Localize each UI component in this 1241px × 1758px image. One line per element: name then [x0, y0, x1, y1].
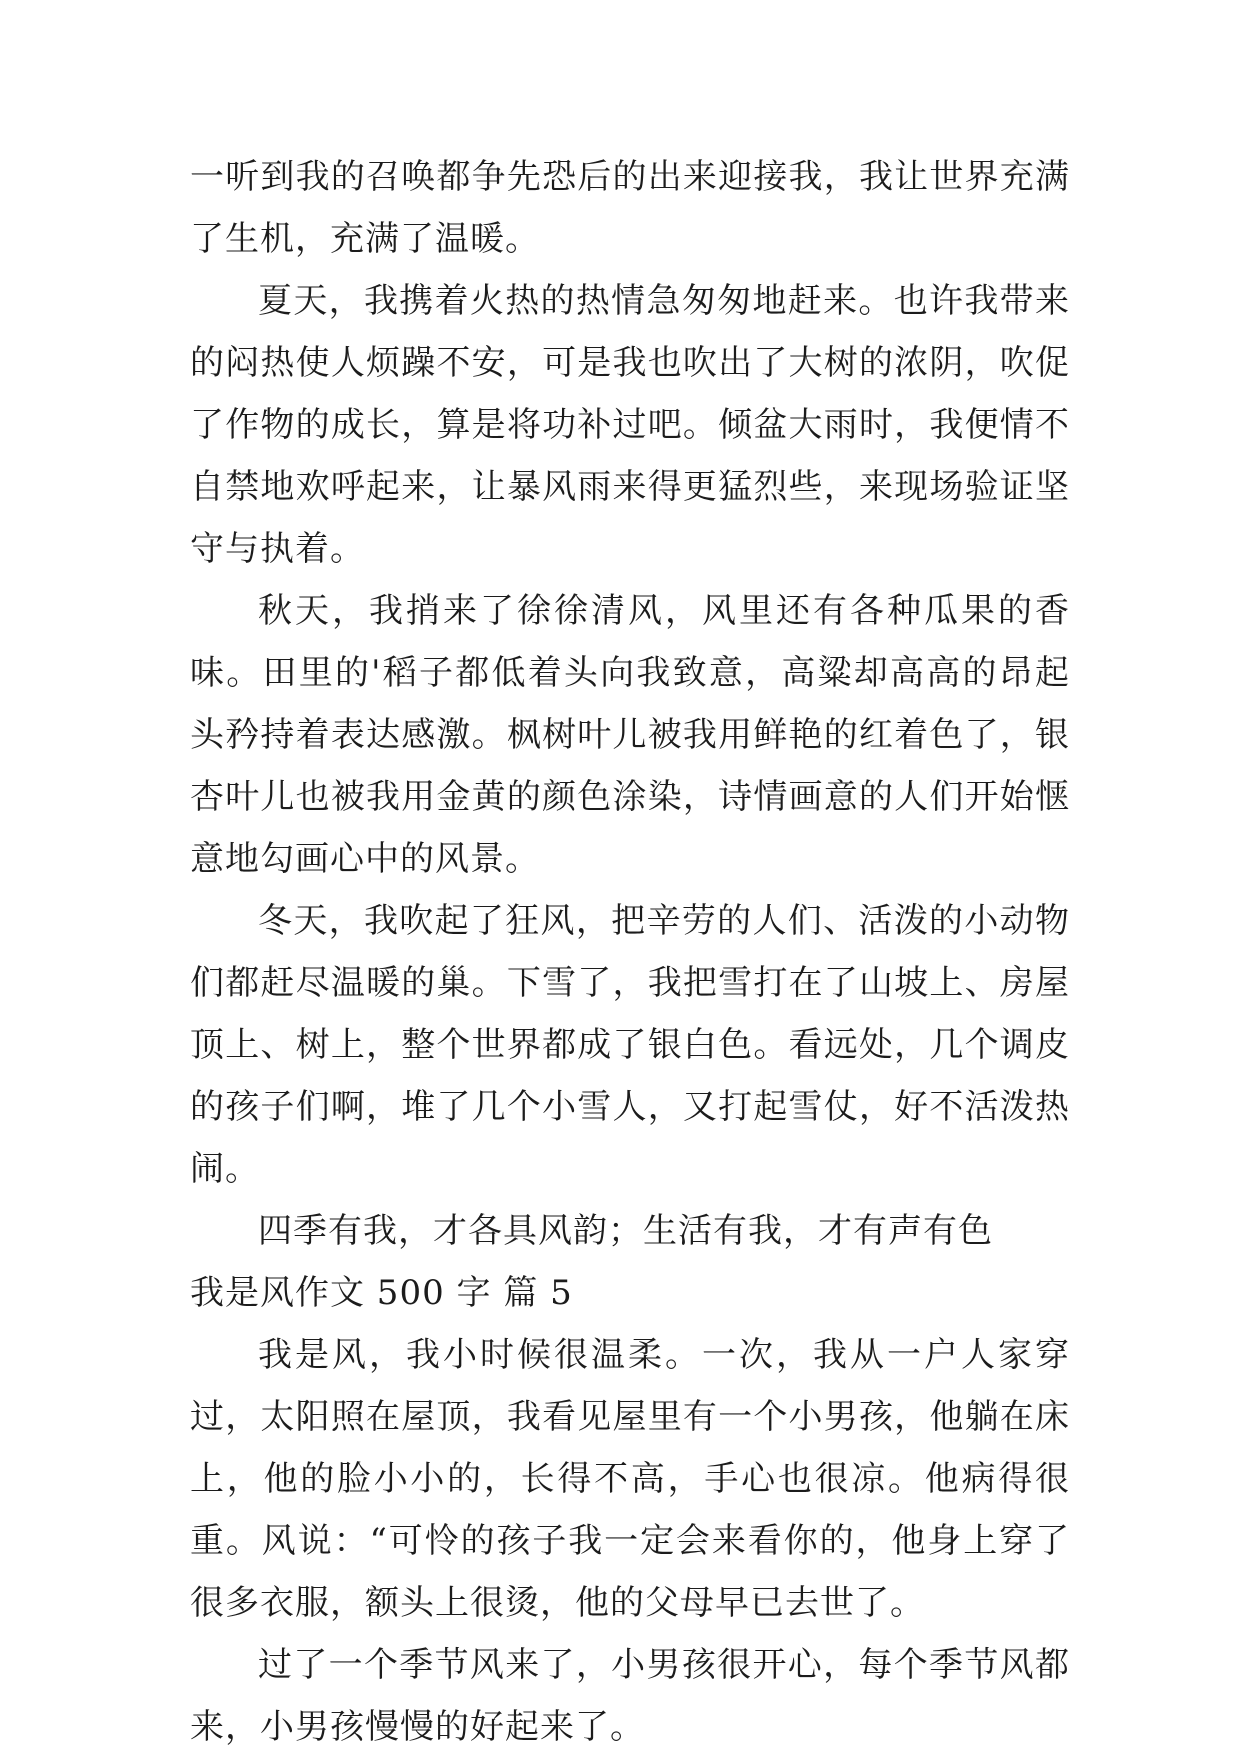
paragraph: 秋天，我捎来了徐徐清风，风里还有各种瓜果的香味。田里的'稻子都低着头向我致意，高粱却高高的昂起头矜持着表达感激。枫树叶儿被我用鲜艳的红着色了，银杏叶儿也被我用金黄的颜色涂染，诗情画意的人们开始惬意地勾画心中的风景。: [190, 591, 1070, 879]
paragraph: 过了一个季节风来了，小男孩很开心，每个季节风都来，小男孩慢慢的好起来了。: [190, 1645, 1070, 1747]
section-heading: 我是风作文 500 字 篇 5: [190, 1273, 573, 1313]
paragraph: 冬天，我吹起了狂风，把辛劳的人们、活泼的小动物们都赶尽温暖的巢。下雪了，我把雪打在了山坡上、房屋顶上、树上，整个世界都成了银白色。看远处，几个调皮的孩子们啊，堆了几个小雪人，又打起雪仗，好不活泼热闹。: [190, 901, 1070, 1189]
paragraph: 我是风，我小时候很温柔。一次，我从一户人家穿过，太阳照在屋顶，我看见屋里有一个小男孩，他躺在床上，他的脸小小的，长得不高，手心也很凉。他病得很重。风说：“可怜的孩子我一定会来看你的，他身上穿了很多衣服，额头上很烫，他的父母早已去世了。: [190, 1335, 1070, 1623]
document-body: [190, 146, 1070, 1758]
paragraph: 一听到我的召唤都争先恐后的出来迎接我，我让世界充满了生机，充满了温暖。: [190, 157, 1070, 259]
paragraph: 夏天，我携着火热的热情急匆匆地赶来。也许我带来的闷热使人烦躁不安，可是我也吹出了大树的浓阴，吹促了作物的成长，算是将功补过吧。倾盆大雨时，我便情不自禁地欢呼起来，让暴风雨来得更猛烈些，来现场验证坚守与执着。: [190, 281, 1070, 569]
paragraph: 四季有我，才各具风韵；生活有我，才有声有色: [258, 1211, 993, 1251]
